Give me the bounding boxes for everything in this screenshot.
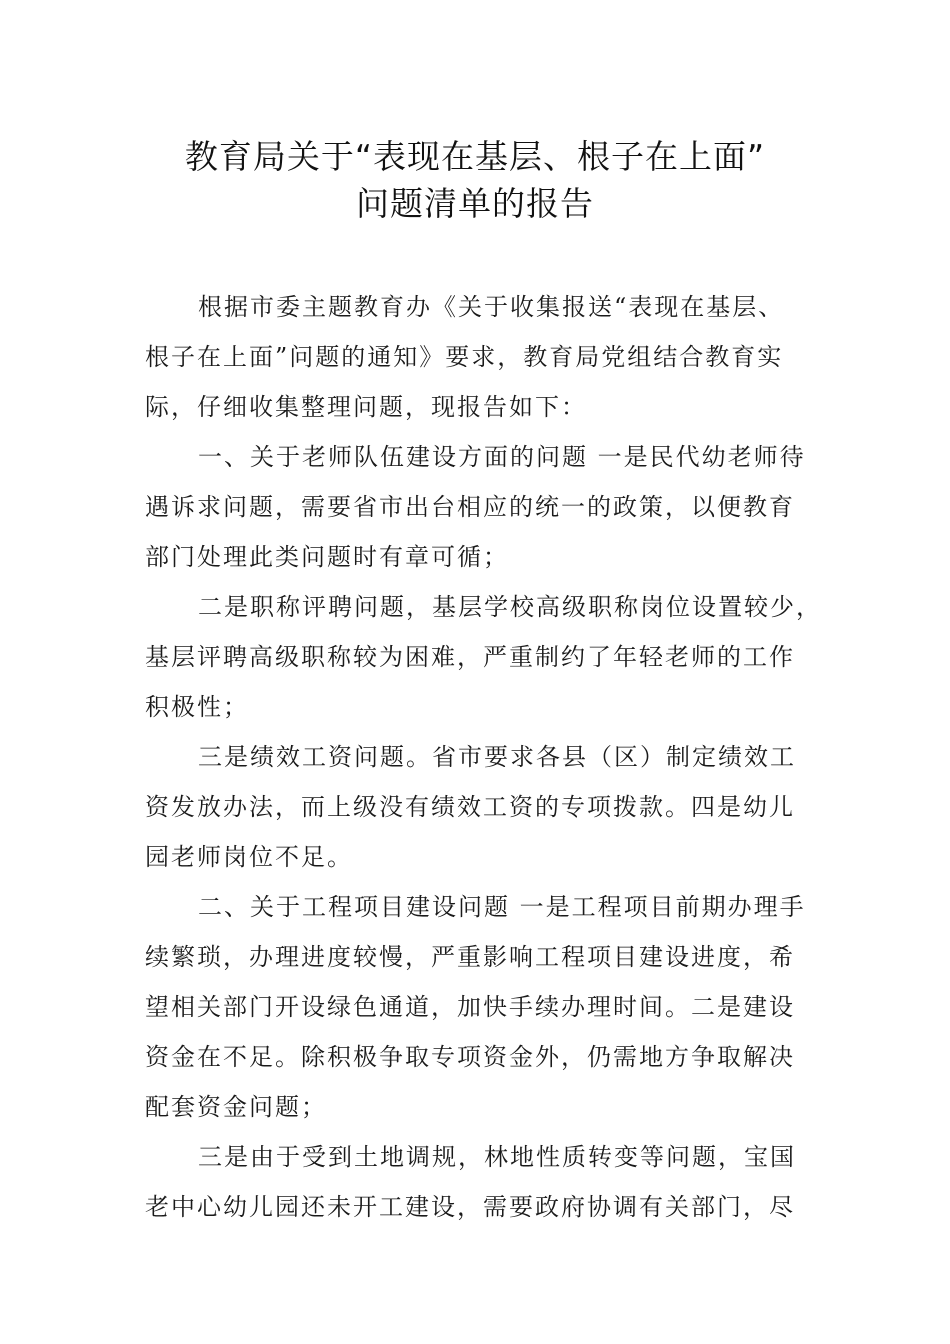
body-line: 三是绩效工资问题。省市要求各县（区）制定绩效工 — [198, 743, 796, 771]
body-line: 园老师岗位不足。 — [145, 843, 353, 871]
body-line: 望相关部门开设绿色通道，加快手续办理时间。二是建设 — [145, 993, 795, 1021]
body-line: 际，仔细收集整理问题，现报告如下： — [145, 393, 587, 421]
body-line: 资发放办法，而上级没有绩效工资的专项拨款。四是幼儿 — [145, 793, 795, 821]
document-title-line-1: 教育局关于“表现在基层、根子在上面” — [184, 137, 766, 176]
body-line: 续繁琐，办理进度较慢，严重影响工程项目建设进度，希 — [145, 943, 795, 971]
body-line: 基层评聘高级职称较为困难，严重制约了年轻老师的工作 — [145, 643, 795, 671]
document-title-line-2: 问题清单的报告 — [356, 184, 594, 223]
body-line: 老中心幼儿园还未开工建设，需要政府协调有关部门，尽 — [145, 1193, 795, 1221]
body-line: 配套资金问题； — [145, 1093, 327, 1121]
body-line: 根据市委主题教育办《关于收集报送“表现在基层、 — [198, 293, 785, 321]
body-line: 三是由于受到土地调规，林地性质转变等问题，宝国 — [198, 1143, 796, 1171]
body-line: 遇诉求问题，需要省市出台相应的统一的政策，以便教育 — [145, 493, 795, 521]
body-line: 根子在上面”问题的通知》要求，教育局党组结合教育实 — [145, 343, 784, 371]
body-line: 积极性； — [145, 693, 249, 721]
body-line: 一、关于老师队伍建设方面的问题 一是民代幼老师待 — [198, 443, 806, 471]
body-line: 二、关于工程项目建设问题 一是工程项目前期办理手 — [198, 893, 806, 921]
body-line: 资金在不足。除积极争取专项资金外，仍需地方争取解决 — [145, 1043, 795, 1071]
body-line: 部门处理此类问题时有章可循； — [145, 543, 509, 571]
document-body — [145, 282, 822, 1232]
body-line: 二是职称评聘问题，基层学校高级职称岗位设置较少， — [198, 593, 822, 621]
